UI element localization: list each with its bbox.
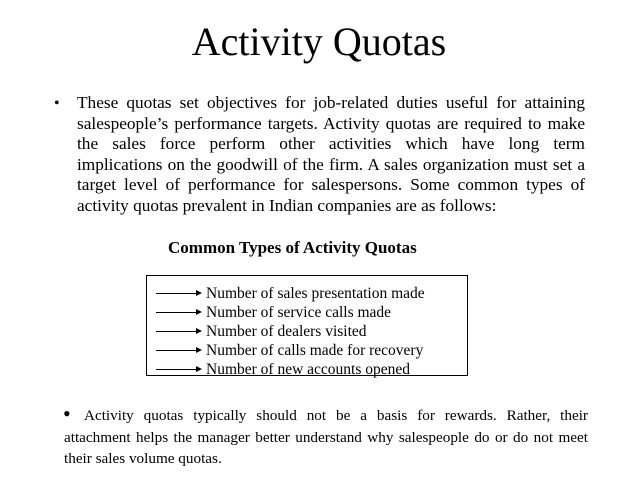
closing-paragraph: Activity quotas typically should not be a basis for rewards. Rather, their attachment helps the manager better understand why salespeople do or do not meet their sales volume quotas. [64, 407, 588, 467]
bullet-marker: • [63, 401, 71, 426]
quota-types-list [156, 284, 425, 379]
right-arrow-icon [156, 308, 202, 318]
quota-type-label: Number of service calls made [206, 304, 392, 321]
list-item [156, 284, 425, 303]
bullet-marker: • [54, 95, 60, 112]
right-arrow-icon [156, 365, 202, 375]
list-heading: Common Types of Activity Quotas [168, 238, 417, 257]
slide-title: Activity Quotas [191, 19, 447, 64]
right-arrow-icon [156, 327, 202, 337]
quota-type-label: Number of dealers visited [206, 323, 367, 340]
quota-type-label: Number of new accounts opened [206, 361, 411, 378]
list-item [156, 360, 425, 379]
right-arrow-icon [156, 346, 202, 356]
list-item [156, 322, 425, 341]
quota-type-label: Number of sales presentation made [206, 285, 425, 302]
intro-paragraph: These quotas set objectives for job-related duties useful for attaining salespeople’s performance targets. Activity quotas are required to make the sales force perform other activities which have long term implications on the goodwill of the firm. A sales organization must set a target level of performance for salespersons. Some common types of activity quotas prevalent in Indian companies are as follows: [77, 93, 585, 215]
list-item [156, 303, 425, 322]
list-item [156, 341, 425, 360]
quota-type-label: Number of calls made for recovery [206, 342, 424, 359]
right-arrow-icon [156, 289, 202, 299]
